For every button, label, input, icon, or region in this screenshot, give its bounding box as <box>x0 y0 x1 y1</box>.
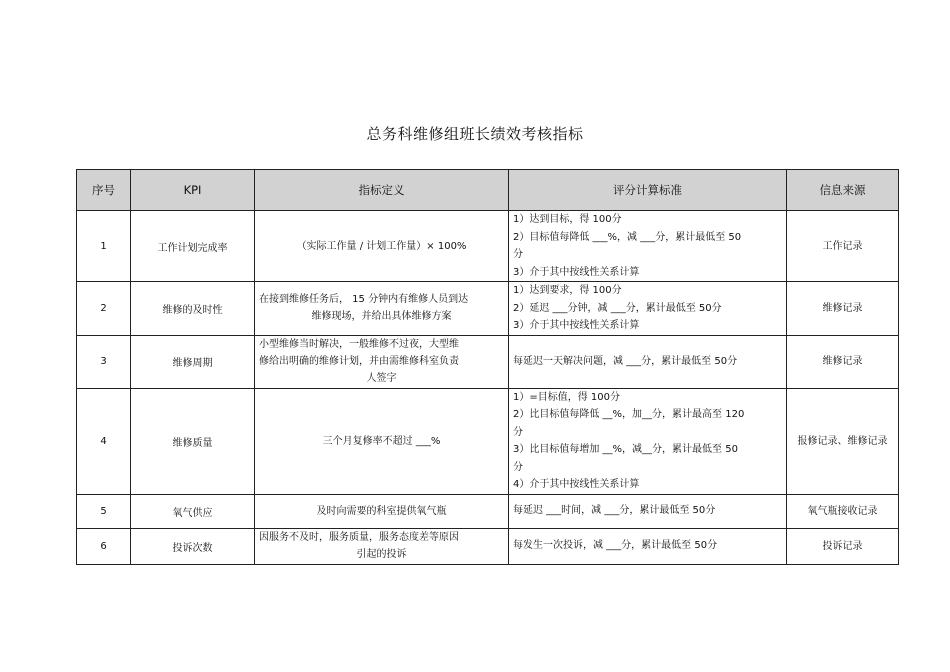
standard-line: 分 <box>513 461 523 473</box>
info-source: 维修记录 <box>787 335 899 388</box>
kpi-name: 氧气供应 <box>131 494 255 528</box>
table-row <box>77 282 899 336</box>
kpi-name: 工作计划完成率 <box>131 211 255 282</box>
standard-line: 3）介于其中按线性关系计算 <box>513 320 640 331</box>
table-row <box>77 388 899 494</box>
table-row <box>77 335 899 388</box>
standard-line: 每发生一次投诉，减 ___分，累计最低至 50分 <box>513 540 718 552</box>
standard-line: 1）达到目标，得 100分 <box>513 214 622 225</box>
table-row <box>77 211 899 282</box>
header-standard: 评分计算标准 <box>509 170 787 211</box>
kpi-name: 投诉次数 <box>131 528 255 564</box>
kpi-definition <box>255 388 509 494</box>
header-seq: 序号 <box>77 170 131 211</box>
standard-line: 分 <box>513 249 523 260</box>
definition-line: 修给出明确的维修计划，并由需维修科室负责 <box>259 356 459 367</box>
kpi-definition <box>255 528 509 564</box>
header-kpi: KPI <box>131 170 255 211</box>
definition-line: （实际工作量 / 计划工作量）× 100% <box>296 240 467 252</box>
info-source: 投诉记录 <box>787 528 899 564</box>
kpi-definition <box>255 211 509 282</box>
kpi-definition <box>255 494 509 528</box>
kpi-name: 维修的及时性 <box>131 282 255 336</box>
row-number: 2 <box>77 282 131 336</box>
scoring-standard <box>509 335 787 388</box>
definition-line: 因服务不及时，服务质量，服务态度差等原因 <box>259 532 459 543</box>
kpi-table <box>76 169 899 565</box>
info-source: 工作记录 <box>787 211 899 282</box>
definition-line: 在接到维修任务后， 15 分钟内有维修人员到达 <box>259 294 469 306</box>
info-source: 氧气瓶接收记录 <box>787 494 899 528</box>
standard-line: 1）达到要求，得 100分 <box>513 285 622 296</box>
row-number: 6 <box>77 528 131 564</box>
kpi-definition <box>255 335 509 388</box>
scoring-standard <box>509 494 787 528</box>
standard-line: 3）介于其中按线性关系计算 <box>513 266 640 278</box>
standard-line: 2）比目标值每降低 __%，加__分，累计最高至 120 <box>513 409 745 420</box>
scoring-standard <box>509 282 787 336</box>
row-number: 4 <box>77 388 131 494</box>
table-row <box>77 494 899 528</box>
table-header-row <box>77 170 899 211</box>
kpi-definition <box>255 282 509 336</box>
row-number: 1 <box>77 211 131 282</box>
standard-line: 每延迟一天解决问题，减 ___分，累计最低至 50分 <box>513 355 738 367</box>
definition-line: 维修现场，并给出具体维修方案 <box>311 311 452 323</box>
standard-line: 分 <box>513 426 523 438</box>
standard-line: 每延迟 ___时间，减 ___分，累计最低至 50分 <box>513 505 716 517</box>
standard-line: 2）延迟 ___分钟，减 ___分，累计最低至 50分 <box>513 302 722 314</box>
standard-line: 2）目标值每降低 ___%，减 ___分，累计最低至 50 <box>513 231 742 243</box>
row-number: 5 <box>77 494 131 528</box>
definition-line: 三个月复修率不超过 ___% <box>322 435 441 447</box>
header-source: 信息来源 <box>787 170 899 211</box>
scoring-standard <box>509 528 787 564</box>
standard-line: 3）比目标值每增加 __%，减__分，累计最低至 50 <box>513 444 738 455</box>
header-definition: 指标定义 <box>255 170 509 211</box>
definition-line: 人签字 <box>366 373 397 384</box>
row-number: 3 <box>77 335 131 388</box>
scoring-standard <box>509 388 787 494</box>
table-row <box>77 528 899 564</box>
standard-line: 4）介于其中按线性关系计算 <box>513 479 640 490</box>
definition-line: 引起的投诉 <box>356 549 407 560</box>
definition-line: 及时向需要的科室提供氧气瓶 <box>316 505 447 517</box>
info-source <box>787 388 899 494</box>
definition-line: 小型维修当时解决，一般维修不过夜，大型维 <box>259 339 459 350</box>
info-source: 维修记录 <box>787 282 899 336</box>
kpi-name: 维修质量 <box>131 388 255 494</box>
page-title: 总务科维修组班长绩效考核指标 <box>366 125 584 143</box>
info-source-text: 报修记录、维修记录 <box>797 435 888 447</box>
standard-line: 1）=目标值，得 100分 <box>513 391 621 403</box>
kpi-name: 维修周期 <box>131 335 255 388</box>
scoring-standard <box>509 211 787 282</box>
